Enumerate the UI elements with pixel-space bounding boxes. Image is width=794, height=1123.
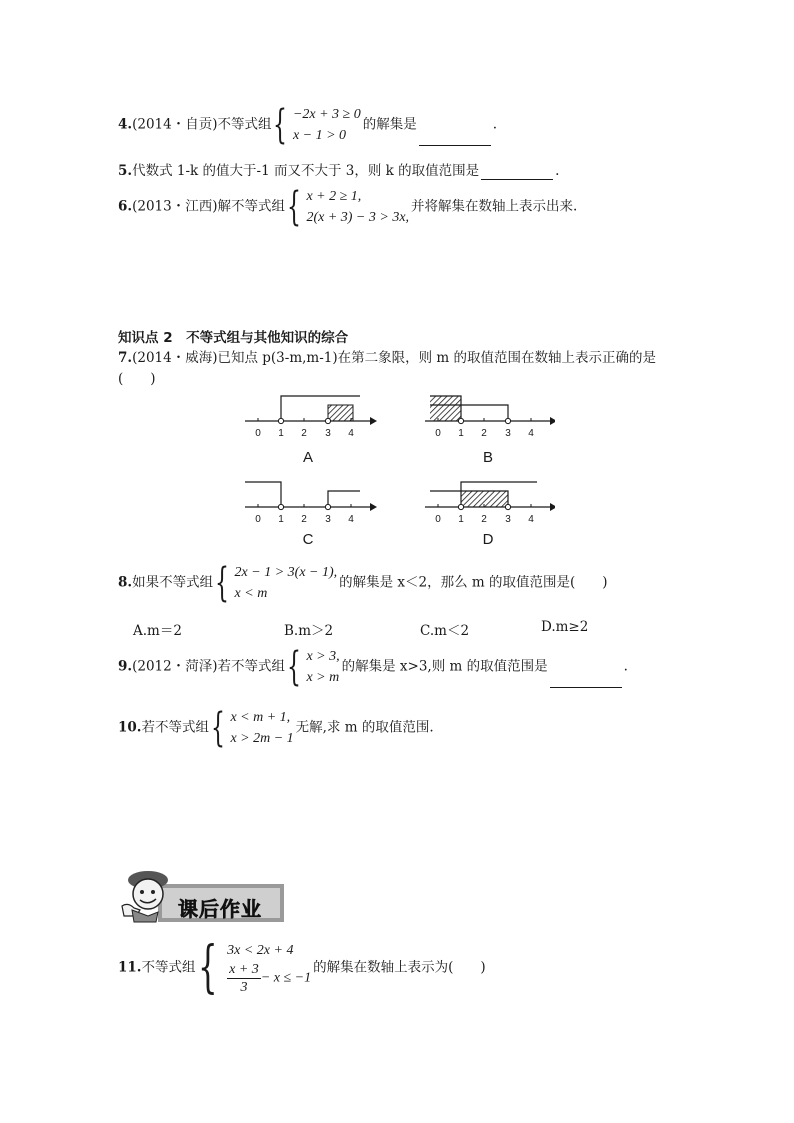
- inequality-system: { 3x < 2x + 4 $\frac{x + 3}{3}$ − x ≤ −1: [197, 935, 312, 1000]
- tick-label: 1: [458, 428, 464, 439]
- question-number: 5.: [118, 163, 133, 179]
- inequality-system: { 2x − 1 > 3(x − 1), x < m: [215, 560, 338, 606]
- section-heading: 知识点 2 不等式组与其他知识的综合: [118, 330, 349, 346]
- answer-paren: ( ): [118, 371, 156, 387]
- question-5: 5.代数式 1-k 的值大于-1 而又不大于 3，则 k 的取值范围是 .: [118, 163, 560, 179]
- tick-label: 2: [301, 514, 307, 525]
- answer-blank[interactable]: [419, 131, 491, 146]
- homework-banner-title: 课后作业: [178, 897, 262, 921]
- question-number: 7.: [118, 350, 133, 366]
- inequality-system: { x < m + 1, x > 2m − 1: [211, 705, 294, 751]
- question-7: 7.(2014・威海)已知点 p(3-m,m-1)在第二象限，则 m 的取值范围在数轴上表示正确的是: [118, 350, 657, 366]
- number-line-b[interactable]: [425, 396, 555, 466]
- homework-banner: [118, 866, 284, 926]
- tick-label: 2: [301, 428, 307, 439]
- number-line-d[interactable]: [425, 482, 555, 548]
- option-label-d: D: [482, 531, 494, 548]
- tick-label: 3: [325, 514, 331, 525]
- tick-label: 0: [435, 514, 441, 525]
- option-label-a: A: [302, 449, 314, 466]
- tick-label: 1: [458, 514, 464, 525]
- inequality-system: { −2x + 3 ≥ 0 x − 1 > 0: [273, 102, 361, 148]
- option-label-b: B: [482, 449, 494, 466]
- option-label-c: C: [302, 531, 314, 548]
- answer-blank[interactable]: [481, 165, 553, 180]
- question-11: 11.不等式组 { 3x < 2x + 4 $\frac{x + 3}{3}$ − x ≤ −1 的解集在数轴上表示为( ): [118, 935, 486, 1000]
- question-number: 10.: [118, 719, 142, 736]
- option-d[interactable]: D.m≥2: [541, 619, 589, 635]
- question-4: 4.(2014・自贡)不等式组 { −2x + 3 ≥ 0 x − 1 > 0 的解集是 .: [118, 102, 498, 148]
- question-6: 6.(2013・江西)解不等式组 { x + 2 ≥ 1, 2(x + 3) − 3 > 3x, 并将解集在数轴上表示出来.: [118, 184, 578, 230]
- number-line-c[interactable]: [245, 482, 377, 548]
- tick-label: 4: [348, 428, 354, 439]
- question-9: 9.(2012・菏泽)若不等式组 { x > 3, x > m 的解集是 x>3,则 m 的取值范围是 .: [118, 644, 628, 690]
- inequality-system: { x > 3, x > m: [286, 644, 340, 690]
- tick-label: 2: [481, 428, 487, 439]
- answer-blank[interactable]: [550, 673, 622, 688]
- tick-label: 0: [255, 514, 261, 525]
- option-c[interactable]: C.m＜2: [420, 623, 470, 639]
- question-number: 6.: [118, 198, 133, 215]
- tick-label: 0: [255, 428, 261, 439]
- tick-label: 4: [528, 428, 534, 439]
- question-number: 9.: [118, 658, 133, 675]
- tick-label: 0: [435, 428, 441, 439]
- tick-label: 4: [528, 514, 534, 525]
- tick-label: 3: [505, 514, 511, 525]
- option-b[interactable]: B.m＞2: [284, 623, 334, 639]
- tick-label: 4: [348, 514, 354, 525]
- question-number: 4.: [118, 116, 133, 133]
- question-number: 11.: [118, 959, 142, 976]
- fraction: $\frac{x + 3}{3}$: [229, 962, 259, 995]
- number-line-a[interactable]: [245, 396, 377, 466]
- tick-label: 3: [505, 428, 511, 439]
- inequality-system: { x + 2 ≥ 1, 2(x + 3) − 3 > 3x,: [286, 184, 410, 230]
- number-line-options-figure: [235, 388, 555, 548]
- question-10: 10.若不等式组 { x < m + 1, x > 2m − 1 无解,求 m 的取值范围.: [118, 705, 434, 751]
- tick-label: 3: [325, 428, 331, 439]
- question-number: 8.: [118, 574, 133, 591]
- tick-label: 2: [481, 514, 487, 525]
- tick-label: 1: [278, 428, 284, 439]
- tick-label: 1: [278, 514, 284, 525]
- option-a[interactable]: A.m＝2: [133, 623, 182, 639]
- question-8: 8.如果不等式组 { 2x − 1 > 3(x − 1), x < m 的解集是 x＜2，那么 m 的取值范围是( ): [118, 560, 608, 606]
